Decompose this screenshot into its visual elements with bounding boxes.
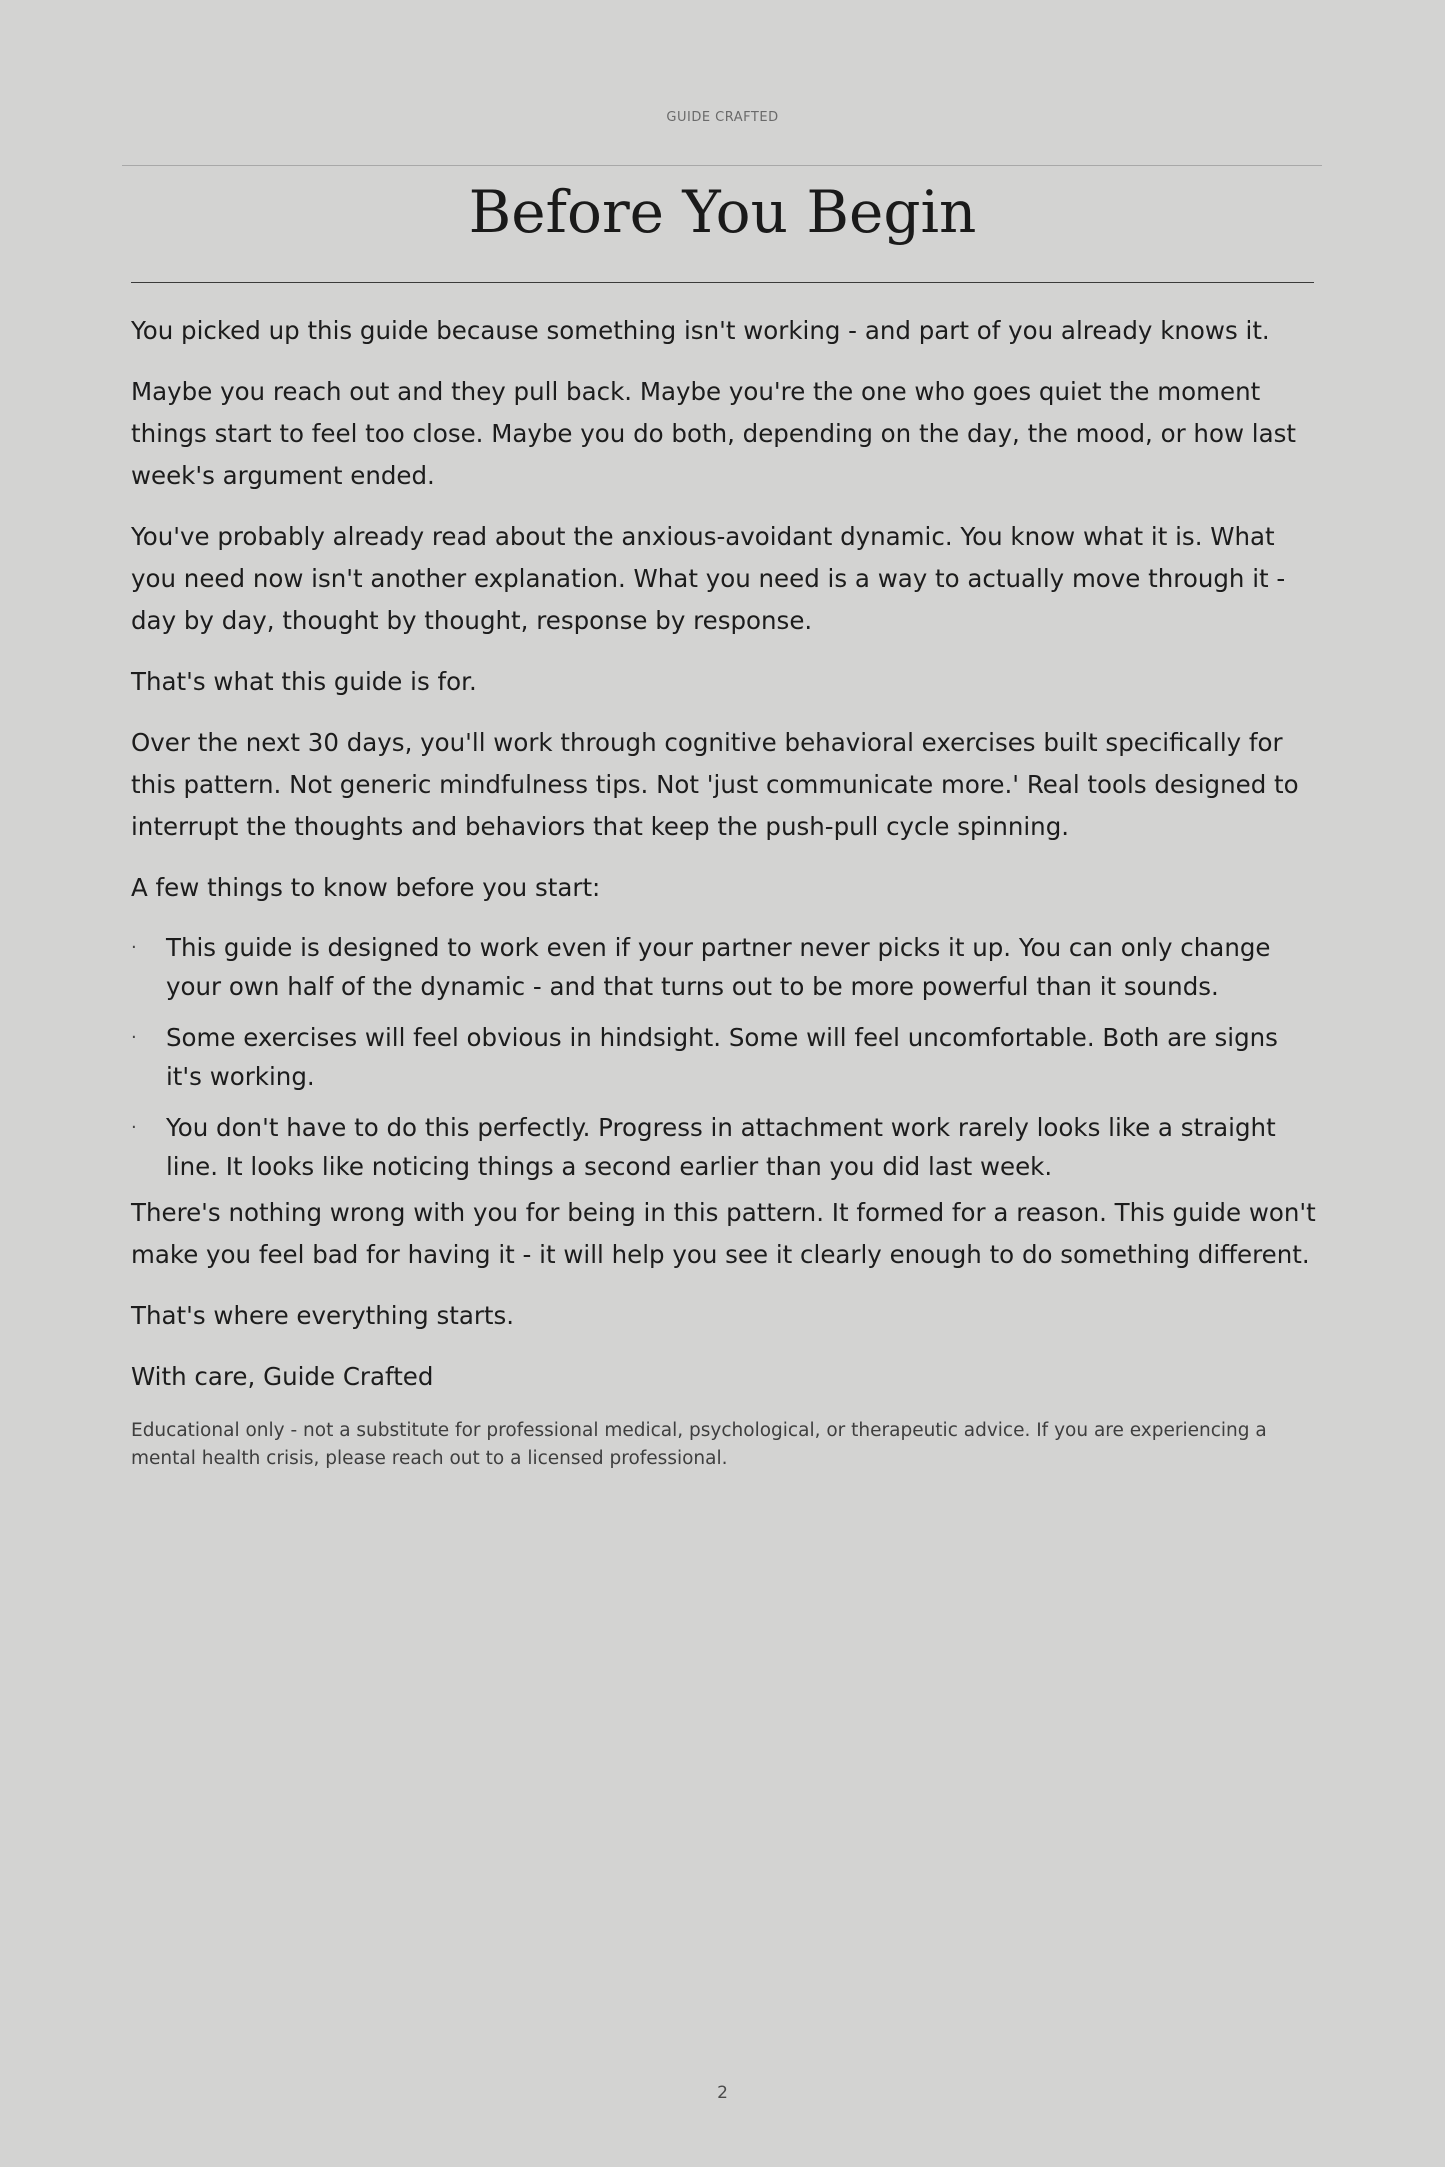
- list-item-text: This guide is designed to work even if your partner never picks it up. You can only change your own half of the dynamic - and that turns out to be more powerful than it sounds.: [166, 933, 1271, 1001]
- body-content: [131, 310, 1321, 1492]
- running-header: GUIDE CRAFTED: [666, 110, 779, 125]
- bullet-dot-icon: ·: [131, 937, 137, 958]
- list-item: [131, 1108, 1321, 1186]
- paragraph: You've probably already read about the anxious-avoidant dynamic. You know what it is. What you need now isn't another explanation. What you need is a way to actually move through it - day by day, thought by thought, response by response.: [131, 522, 1286, 635]
- paragraph: A few things to know before you start:: [131, 873, 601, 902]
- title-divider: [131, 282, 1314, 283]
- paragraph: You picked up this guide because something isn't working - and part of you already knows it.: [131, 316, 1270, 345]
- paragraph: That's where everything starts.: [131, 1301, 515, 1330]
- list-item: [131, 1018, 1321, 1096]
- page-number: 2: [717, 2083, 728, 2103]
- list-item: [131, 928, 1321, 1006]
- paragraph: Maybe you reach out and they pull back. Maybe you're the one who goes quiet the moment things start to feel too close. Maybe you do both, depending on the day, the mood, or how last week's argument ended.: [131, 377, 1296, 490]
- list-item-text: You don't have to do this perfectly. Progress in attachment work rarely looks like a straight line. It looks like noticing things a second earlier than you did last week.: [166, 1113, 1276, 1181]
- list-item-text: Some exercises will feel obvious in hindsight. Some will feel uncomfortable. Both are signs it's working.: [166, 1023, 1278, 1091]
- paragraph: That's what this guide is for.: [131, 667, 477, 696]
- bullet-dot-icon: ·: [131, 1027, 137, 1048]
- paragraph: Over the next 30 days, you'll work through cognitive behavioral exercises built specifically for this pattern. Not generic mindfulness tips. Not 'just communicate more.' Real tools designed to interrupt the thoughts and behaviors that keep the push-pull cycle spinning.: [131, 728, 1299, 841]
- page-title: Before You Begin: [468, 178, 977, 246]
- disclaimer: Educational only - not a substitute for professional medical, psychological, or therapeutic advice. If you are experiencing a mental health crisis, please reach out to a licensed professional.: [131, 1420, 1267, 1469]
- tips-list: [131, 928, 1321, 1186]
- signature-line: With care, Guide Crafted: [131, 1362, 434, 1391]
- bullet-dot-icon: ·: [131, 1117, 137, 1138]
- paragraph: There's nothing wrong with you for being in this pattern. It formed for a reason. This guide won't make you feel bad for having it - it will help you see it clearly enough to do something different.: [131, 1198, 1316, 1269]
- header-divider: [122, 165, 1322, 166]
